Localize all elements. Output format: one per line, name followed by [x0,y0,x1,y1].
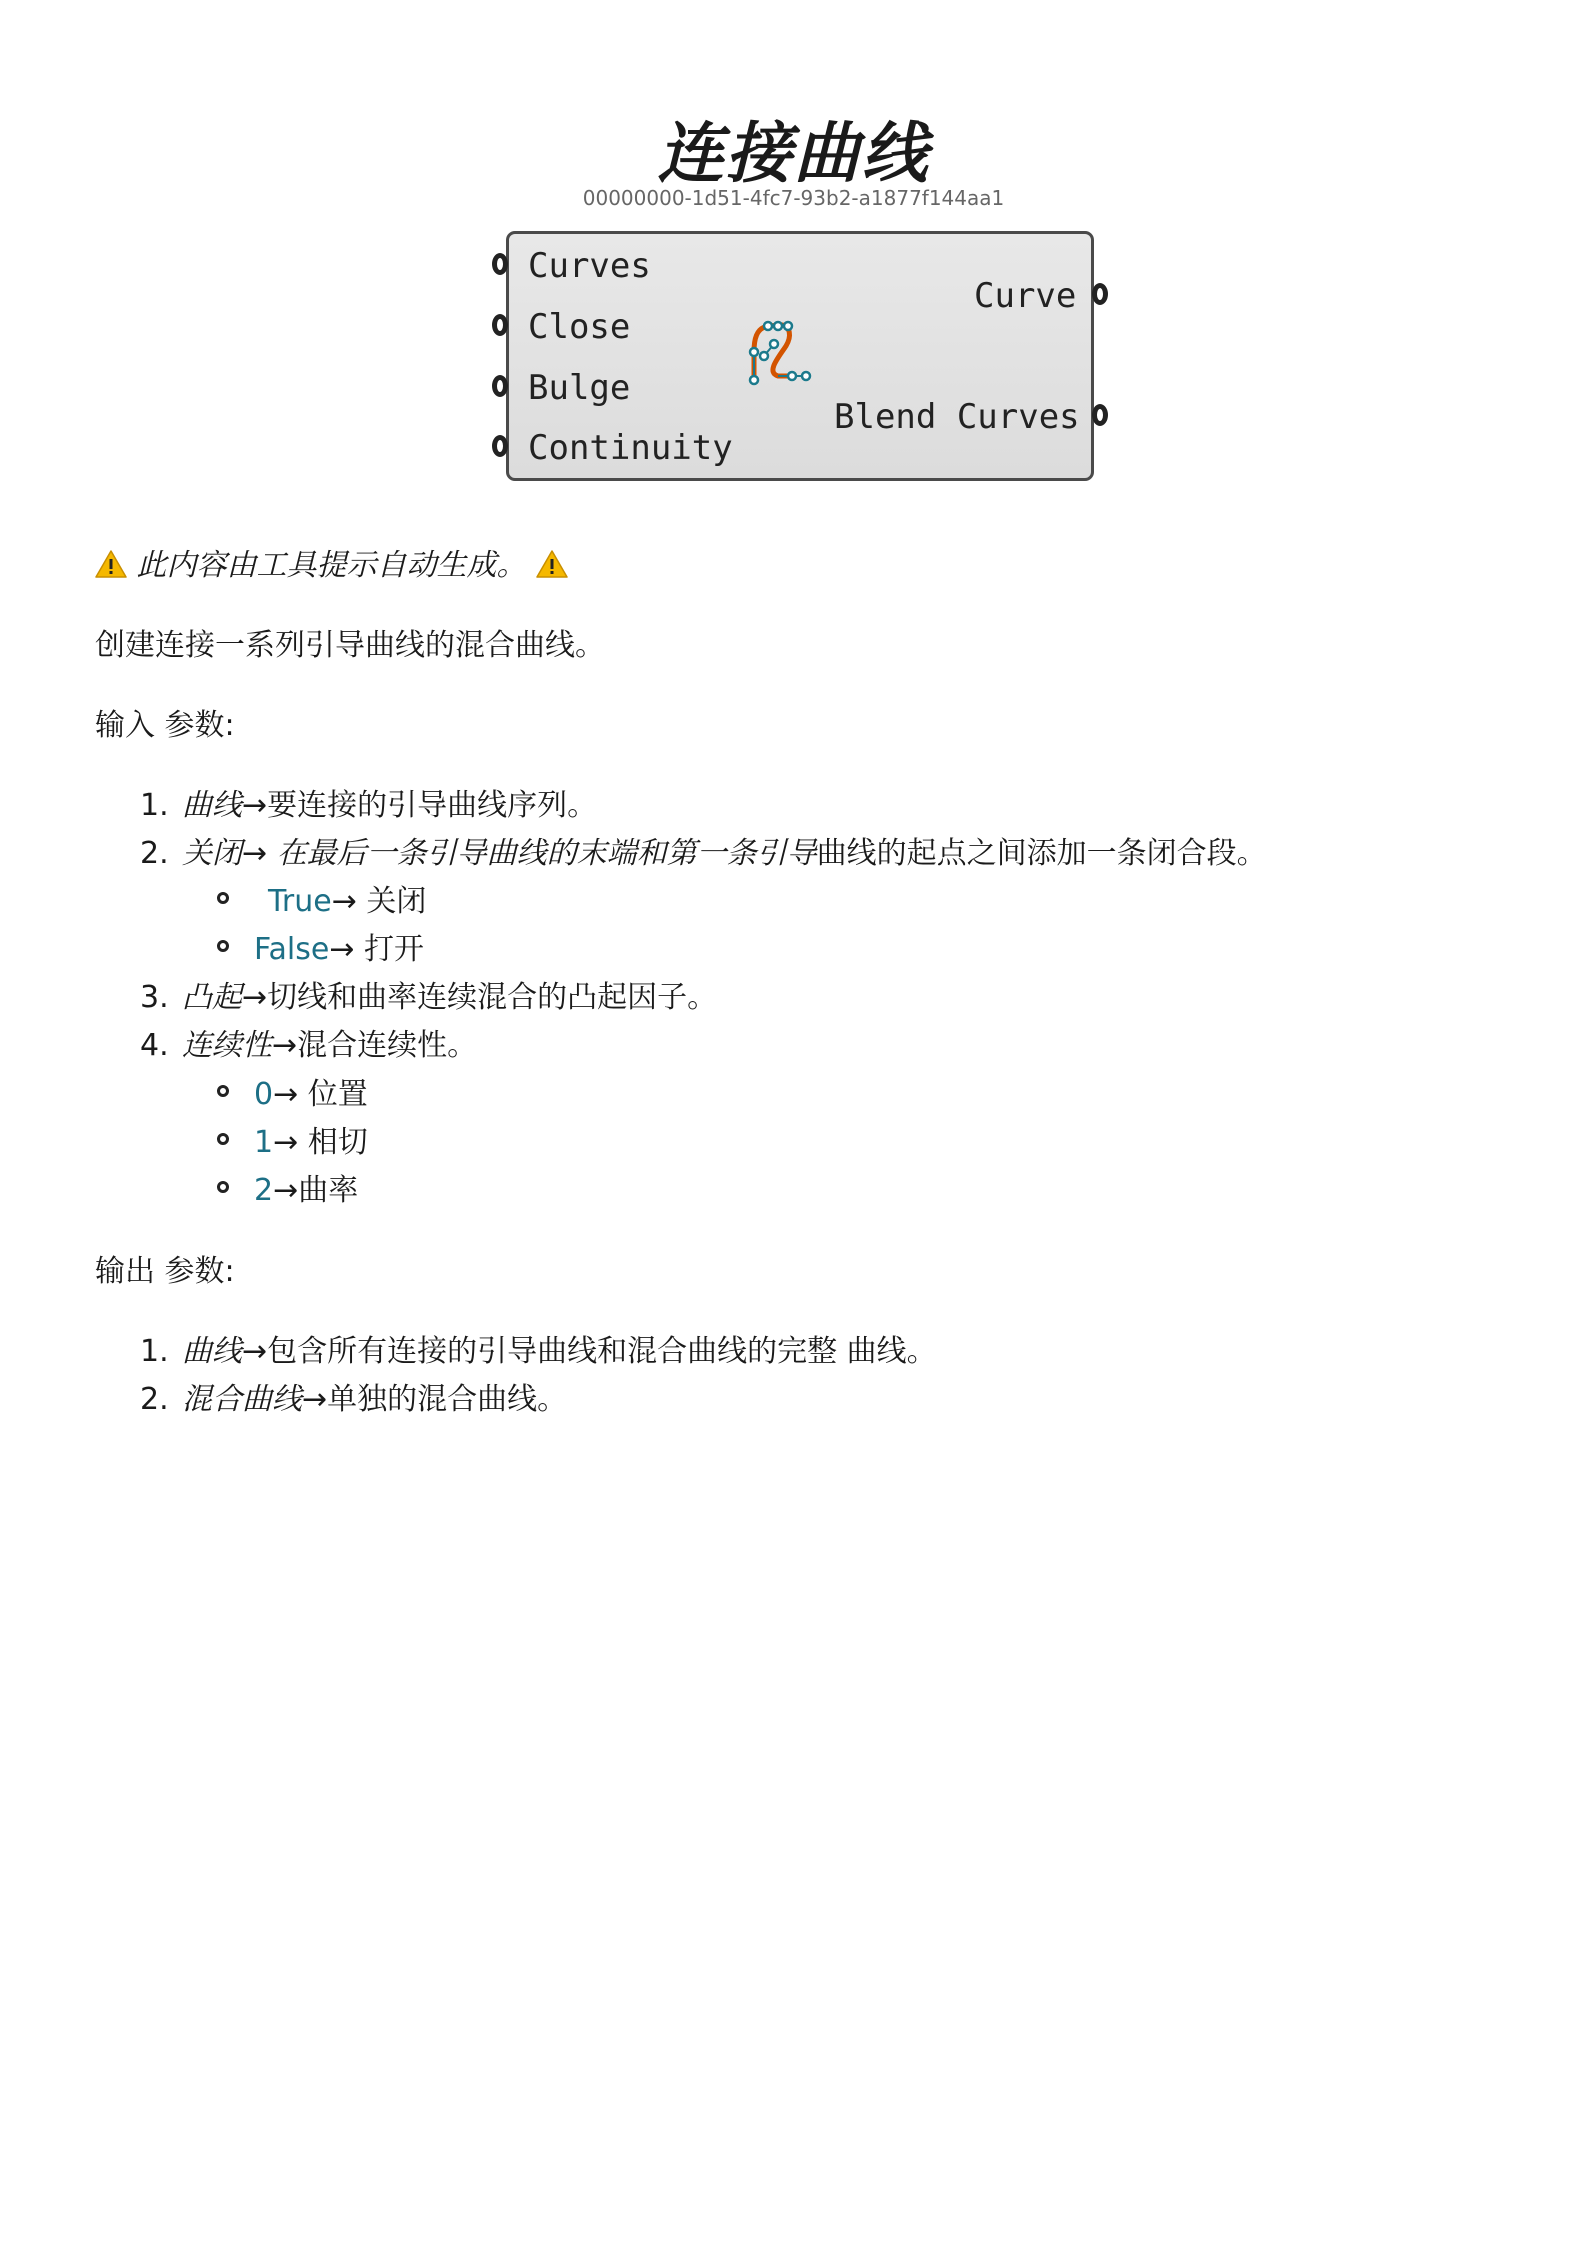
list-bullet [217,1133,229,1145]
inputs-heading: 输入 参数: [95,708,235,743]
list-bullet [217,940,229,952]
list-item: 1. 曲线→要连接的引导曲线序列。 [140,788,598,823]
option-item: True→ 关闭 [268,884,427,919]
option-item: 0→ 位置 [254,1077,368,1112]
input-grip-close[interactable] [492,314,508,336]
output-label-blend-curves: Blend Curves [834,397,1080,437]
input-grip-bulge[interactable] [492,375,508,397]
input-label-bulge: Bulge [528,368,631,408]
warning-icon [536,549,568,579]
input-grip-continuity[interactable] [492,435,508,457]
list-item: 2. 混合曲线→单独的混合曲线。 [140,1382,568,1417]
component-description: 创建连接一系列引导曲线的混合曲线。 [95,628,605,663]
component-guid: 00000000-1d51-4fc7-93b2-a1877f144aa1 [582,186,1005,210]
output-grip-curve[interactable] [1092,283,1108,305]
list-item: 4. 连续性→混合连续性。 [140,1028,478,1063]
option-item: 1→ 相切 [254,1125,368,1160]
warning-text: 此内容由工具提示自动生成。 [136,548,527,583]
blend-curves-icon [744,316,824,390]
list-bullet [217,1181,229,1193]
option-item: 2→曲率 [254,1173,359,1208]
input-grip-curves[interactable] [492,253,508,275]
list-item: 2. 关闭→ 在最后一条引导曲线的末端和第一条引导曲线的起点之间添加一条闭合段。 [140,836,1267,871]
page-title: 连接曲线 [657,115,930,192]
outputs-heading: 输出 参数: [95,1254,235,1289]
output-grip-blend-curves[interactable] [1092,404,1108,426]
list-item: 3. 凸起→切线和曲率连续混合的凸起因子。 [140,980,718,1015]
list-item: 1. 曲线→包含所有连接的引导曲线和混合曲线的完整 曲线。 [140,1334,937,1369]
output-label-curve: Curve [974,276,1077,316]
list-bullet [217,892,229,904]
input-label-curves: Curves [528,246,651,286]
input-label-continuity: Continuity [528,428,733,468]
warning-icon [95,549,127,579]
option-item: False→ 打开 [254,932,424,967]
list-bullet [217,1085,229,1097]
autogen-warning [95,540,568,584]
input-label-close: Close [528,307,631,347]
